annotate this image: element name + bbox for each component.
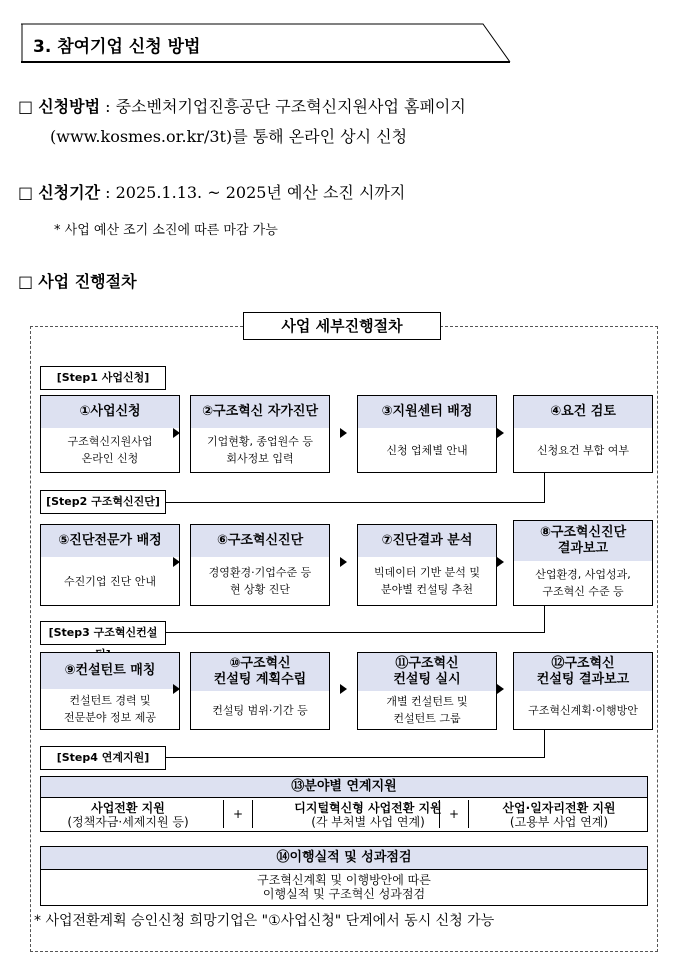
- body-line: 구조혁신 수준 등: [542, 585, 624, 598]
- step-box-body: [191, 428, 329, 472]
- step-box-8: [513, 520, 653, 606]
- apply-method: [18, 95, 466, 119]
- step-box-head: ⑦진단결과 분석: [358, 525, 496, 557]
- arrow-right-icon: [340, 684, 347, 694]
- support-item-sub: (정책자금·세제지원 등): [67, 815, 189, 829]
- step-box-body: [41, 689, 179, 729]
- step-box-10: [190, 652, 330, 730]
- step-box-6: [190, 524, 330, 606]
- step-box-body: [41, 428, 179, 472]
- head-line: ⑩구조혁신: [229, 656, 291, 671]
- followup-head: ⑭이행실적 및 성과점검: [41, 847, 647, 870]
- apply-method-label: 신청방법: [38, 97, 101, 116]
- arrow-right-icon: [340, 428, 347, 438]
- body-line: 산업환경, 사업성과,: [535, 568, 631, 581]
- step-box-4: [513, 395, 653, 473]
- body-line: 현 상황 진단: [229, 583, 291, 596]
- plus-sign: +: [439, 800, 469, 828]
- support-item: [41, 801, 215, 829]
- flow-title: 사업 세부진행절차: [243, 312, 441, 340]
- arrow-right-icon: [497, 557, 504, 567]
- connector-line: [544, 727, 545, 758]
- body-line: 컨설턴트 경력 및: [69, 694, 151, 707]
- head-line: 결과보고: [557, 541, 609, 556]
- step-box-head: ③지원센터 배정: [358, 396, 496, 428]
- step-box-head: ⑤진단전문가 배정: [41, 525, 179, 557]
- head-line: 컨설팅 계획수립: [213, 672, 307, 687]
- linked-support-box: [40, 776, 648, 832]
- step-box-body: 컨설팅 범위·기간 등: [212, 703, 308, 717]
- step-box-12: [513, 652, 653, 730]
- body-line: 구조혁신지원사업: [67, 435, 153, 448]
- footnote: * 사업전환계획 승인신청 희망기업은 "①사업신청" 단계에서 동시 신청 가능: [34, 913, 495, 929]
- connector-line: [165, 502, 545, 503]
- step-box-head: ②구조혁신 자가진단: [191, 396, 329, 428]
- step1-label: [Step1 사업신청]: [40, 366, 166, 390]
- step-box-head: [514, 653, 652, 691]
- arrow-right-icon: [173, 428, 180, 438]
- head-line: ⑫구조혁신: [551, 656, 615, 671]
- support-item-title: 사업전환 지원: [91, 801, 165, 815]
- body-line: 온라인 신청: [81, 452, 139, 465]
- support-item-sub: (각 부처별 사업 연계): [311, 815, 425, 829]
- step-box-11: [357, 652, 497, 730]
- step4-label: [Step4 연계지원]: [40, 746, 166, 770]
- apply-period-text: : 2025.1.13. ~ 2025년 예산 소진 시까지: [105, 183, 406, 202]
- connector-line: [544, 472, 545, 503]
- connector-line: [165, 632, 545, 633]
- followup-box: [40, 846, 648, 906]
- head-line: ⑪구조혁신: [395, 656, 459, 671]
- checkbox-bullet: □: [18, 97, 34, 116]
- body-line: 회사정보 입력: [226, 452, 294, 465]
- head-line: 컨설팅 실시: [393, 672, 461, 687]
- process-heading: [18, 270, 137, 294]
- step-box-body: 구조혁신계획·이행방안: [528, 703, 638, 717]
- body-line: 기업현황, 종업원수 등: [206, 435, 314, 448]
- apply-period: [18, 181, 405, 205]
- step-box-body: 신청 업체별 안내: [386, 443, 468, 457]
- apply-method-line2: (www.kosmes.or.kr/3t)를 통해 온라인 상시 신청: [50, 127, 408, 146]
- step-box-body: 신청요건 부합 여부: [536, 443, 629, 457]
- body-line: 경영환경·기업수준 등: [208, 566, 312, 579]
- support-item-title: 산업·일자리전환 지원: [502, 801, 616, 815]
- step-box-body: [514, 561, 652, 605]
- connector-line: [544, 604, 545, 633]
- step-box-head: ④요건 검토: [514, 396, 652, 428]
- body-line: 개별 컨설턴트 및: [386, 695, 468, 708]
- checkbox-bullet: □: [18, 183, 34, 202]
- arrow-right-icon: [497, 684, 504, 694]
- step-box-head: [191, 653, 329, 691]
- step-box-head: [358, 653, 496, 691]
- step-box-7: [357, 524, 497, 606]
- apply-period-note: * 사업 예산 조기 소진에 따른 마감 가능: [54, 223, 278, 238]
- plus-sign: +: [223, 800, 253, 828]
- arrow-right-icon: [173, 684, 180, 694]
- arrow-right-icon: [497, 428, 504, 438]
- step-box-1: [40, 395, 180, 473]
- step-box-2: [190, 395, 330, 473]
- step-box-head: ①사업신청: [41, 396, 179, 428]
- step-box-body: [358, 691, 496, 729]
- body-line: 이행실적 및 구조혁신 성과점검: [262, 887, 426, 901]
- body-line: 전문분야 정보 제공: [63, 711, 156, 724]
- step-box-body: [191, 557, 329, 605]
- head-line: ⑧구조혁신진단: [539, 525, 627, 540]
- process-heading-label: 사업 진행절차: [38, 272, 137, 291]
- step-box-head: ⑨컨설턴트 매칭: [41, 653, 179, 689]
- body-line: 빅데이터 기반 분석 및: [373, 566, 481, 579]
- support-item: [471, 801, 647, 829]
- apply-method-line1: : 중소벤처기업진흥공단 구조혁신지원사업 홈페이지: [105, 97, 466, 116]
- body-line: 컨설턴트 그룹: [393, 712, 461, 725]
- followup-body: [41, 873, 647, 901]
- step-box-body: 수진기업 진단 안내: [63, 574, 156, 588]
- step-box-9: [40, 652, 180, 730]
- arrow-right-icon: [340, 557, 347, 567]
- body-line: 구조혁신계획 및 이행방안에 따른: [257, 873, 431, 887]
- support-item-title: 디지털혁신형 사업전환 지원: [294, 801, 442, 815]
- step-box-3: [357, 395, 497, 473]
- head-line: 컨설팅 결과보고: [536, 672, 630, 687]
- step3-label: [Step3 구조혁신컨설: [40, 621, 166, 645]
- section-title: [21, 23, 511, 63]
- arrow-right-icon: [173, 557, 180, 567]
- connector-line: [165, 757, 545, 758]
- linked-support-head: ⑬분야별 연계지원: [41, 777, 647, 798]
- step-box-body: [358, 557, 496, 605]
- step-box-head: [514, 521, 652, 561]
- checkbox-bullet: □: [18, 272, 34, 291]
- step-box-head: ⑥구조혁신진단: [191, 525, 329, 557]
- section-title-text: 3. 참여기업 신청 방법: [33, 37, 201, 57]
- support-item-sub: (고용부 사업 연계): [509, 815, 609, 829]
- step2-label: [Step2 구조혁신진단]: [40, 490, 166, 514]
- apply-period-label: 신청기간: [38, 183, 101, 202]
- body-line: 분야별 컨설팅 추천: [380, 583, 473, 596]
- step-box-5: [40, 524, 180, 606]
